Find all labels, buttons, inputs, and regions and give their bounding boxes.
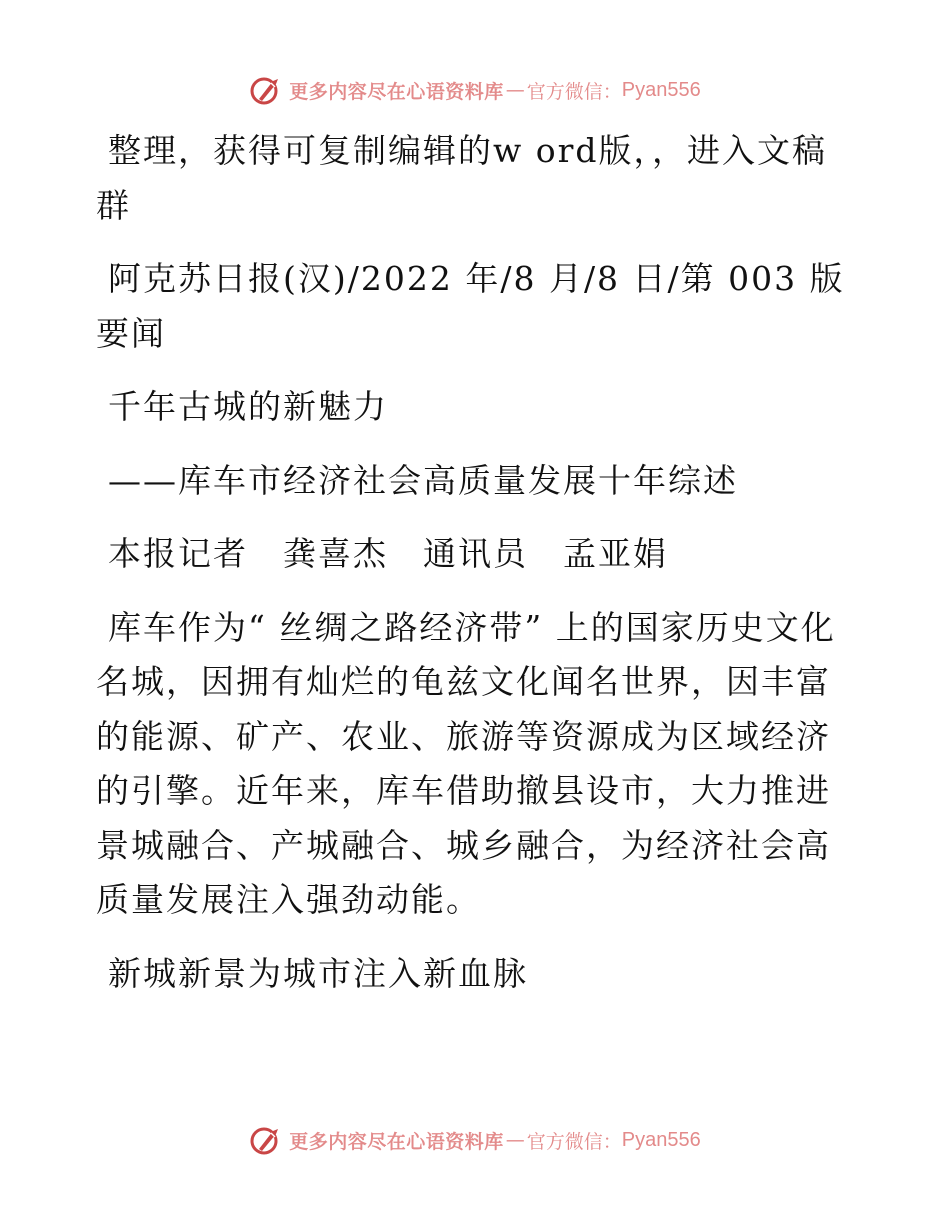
watermark-wechat-id: Pyan556: [621, 1128, 701, 1151]
document-body: [96, 124, 856, 1020]
pen-logo-icon: [249, 73, 283, 107]
intro-note: 整理，获得可复制编辑的w ord版，，进入文稿群: [96, 131, 828, 225]
pen-logo-icon: [249, 1123, 283, 1157]
footer-watermark: [0, 1120, 950, 1160]
article-subtitle: ——库车市经济社会高质量发展十年综述: [108, 460, 738, 500]
header-watermark: [0, 70, 950, 110]
byline: 本报记者 龚喜杰 通讯员 孟亚娟: [108, 534, 668, 573]
article-title: 千年古城的新魅力: [108, 387, 388, 426]
watermark-wechat-id: Pyan556: [621, 78, 701, 101]
lead-paragraph: 库车作为“ 丝绸之路经济带” 上的国家历史文化名城，因拥有灿烂的龟兹文化闻名世界，因丰富的能源、矿产、农业、旅游等资源成为区域经济的引擎。近年来，库车借助撤县设市，大力推进景城融合、产城融合、城乡融合，为经济社会高质量发展注入强劲动能。: [96, 607, 836, 919]
watermark-main-text: 更多内容尽在心语资料库: [289, 80, 504, 103]
section-heading: 新城新景为城市注入新血脉: [108, 953, 528, 993]
watermark-wechat-label: 官方微信：: [526, 1130, 622, 1153]
watermark-dash: —: [505, 79, 525, 101]
source-line: 阿克苏日报(汉)/2022 年/8 月/8 日/第 003 版要闻: [96, 259, 845, 353]
watermark-wechat-label: 官方微信：: [526, 80, 622, 103]
watermark-main-text: 更多内容尽在心语资料库: [289, 1130, 504, 1153]
watermark-dash: —: [505, 1129, 525, 1151]
